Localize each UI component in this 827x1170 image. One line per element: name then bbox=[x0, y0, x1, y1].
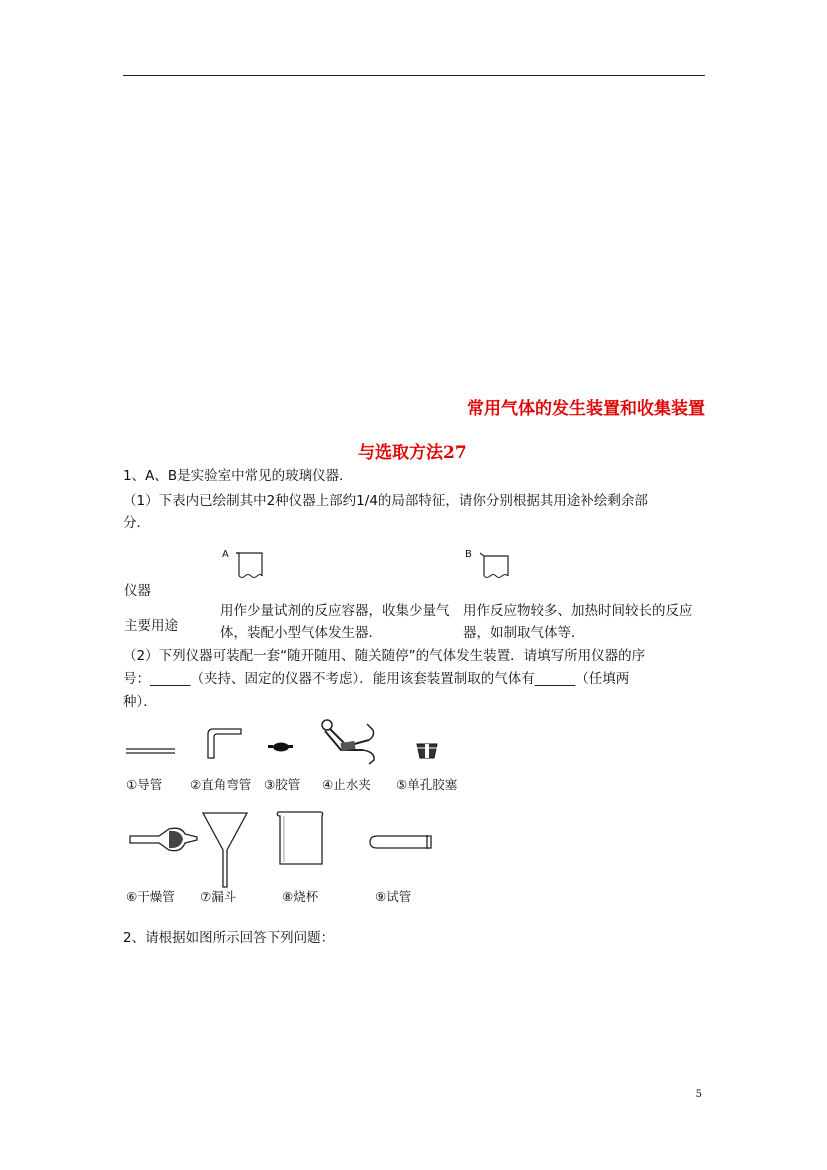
caption-glass-tube: ①导管 bbox=[126, 777, 163, 792]
title-line-1: 常用气体的发生装置和收集装置 bbox=[467, 399, 705, 419]
instrument-a-use-line1: 用作少量试剂的反应容器，收集少量气 bbox=[220, 603, 450, 619]
q1-part2-line1: （2）下列仪器可装配一套“随开随用、随关随停”的气体发生装置．请填写所用仪器的序 bbox=[123, 648, 646, 664]
instrument-b-use-line1: 用作反应物较多、加热时间较长的反应 bbox=[463, 603, 693, 619]
caption-drying-tube: ⑥干燥管 bbox=[126, 889, 175, 904]
title-line-2: 与选取方法27 bbox=[358, 443, 467, 463]
caption-test-tube: ⑨试管 bbox=[375, 889, 412, 904]
instrument-b-letter: B bbox=[465, 549, 472, 560]
glass-tube-drawing bbox=[126, 748, 176, 756]
funnel-drawing bbox=[202, 812, 248, 888]
caption-rubber-tube: ③胶管 bbox=[264, 777, 301, 792]
instrument-a-use-line2: 体，装配小型气体发生器． bbox=[220, 625, 382, 641]
q1-part1-line2: 分． bbox=[123, 515, 150, 531]
instrument-b-use-line2: 器，如制取气体等． bbox=[463, 625, 585, 641]
q1-part2-line3: 种）． bbox=[123, 694, 157, 710]
water-stop-clamp-drawing bbox=[317, 718, 377, 766]
drying-tube-drawing bbox=[129, 824, 199, 858]
caption-right-angle-tube: ②直角弯管 bbox=[190, 777, 252, 792]
q2-intro: 2、请根据如图所示回答下列问题： bbox=[123, 930, 335, 946]
page-number: 5 bbox=[695, 1089, 702, 1100]
instrument-a-letter: A bbox=[222, 549, 229, 560]
rubber-tube-drawing bbox=[268, 741, 294, 753]
q1-part2-line2: 号：______（夹持、固定的仪器不考虑）．能用该套装置制取的气体有______（任填两 bbox=[123, 671, 630, 687]
table-label-instrument: 仪器 bbox=[124, 583, 151, 599]
instrument-b-use bbox=[463, 600, 693, 644]
right-angle-tube-drawing bbox=[207, 728, 243, 760]
instrument-a-use bbox=[220, 600, 450, 644]
q1-intro: 1、A、B是实验室中常见的玻璃仪器． bbox=[123, 468, 353, 484]
single-hole-stopper-drawing bbox=[416, 743, 438, 759]
beaker-drawing bbox=[276, 810, 326, 866]
q1-part1-line1: （1）下表内已绘制其中2种仪器上部约1/4的局部特征，请你分别根据其用途补绘剩余部 bbox=[123, 493, 648, 509]
table-label-use: 主要用途 bbox=[124, 618, 178, 634]
caption-water-stop-clamp: ④止水夹 bbox=[322, 777, 371, 792]
instrument-b-partial-drawing bbox=[478, 552, 512, 582]
test-tube-drawing bbox=[369, 834, 435, 850]
header-rule bbox=[123, 75, 705, 76]
caption-funnel: ⑦漏斗 bbox=[200, 889, 237, 904]
caption-single-hole-stopper: ⑤单孔胶塞 bbox=[396, 777, 458, 792]
caption-beaker: ⑧烧杯 bbox=[282, 889, 319, 904]
instrument-a-partial-drawing bbox=[234, 552, 264, 582]
